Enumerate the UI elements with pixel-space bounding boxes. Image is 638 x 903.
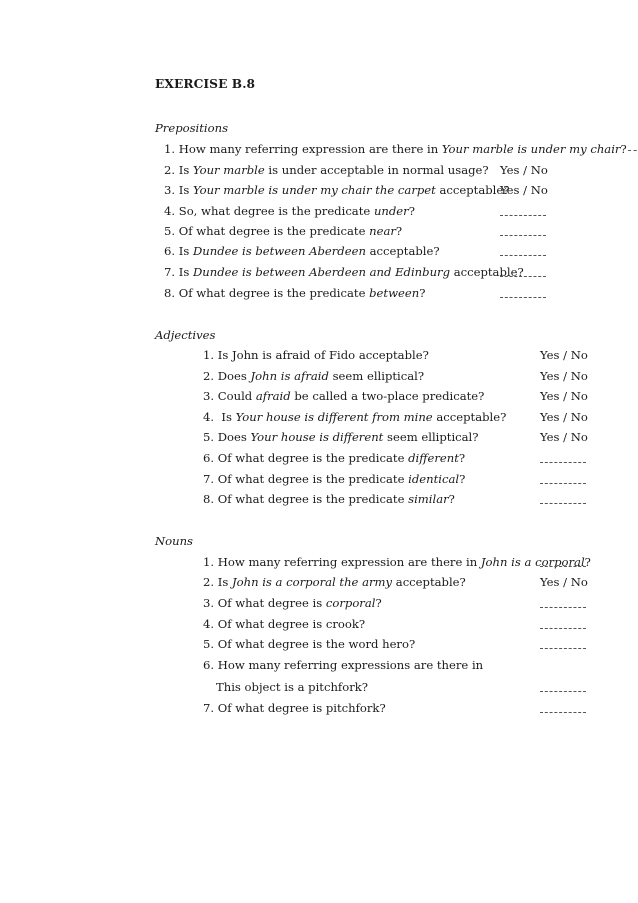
noun-question-6: 6. How many referring expressions are there in (203, 658, 484, 672)
yes-no-option[interactable]: Yes / No (540, 410, 588, 424)
section-heading-prepositions: Prepositions (155, 121, 229, 135)
prep-question-6: 6. Is Dundee is between Aberdeen acceptable? (164, 244, 440, 258)
prep-question-2: 2. Is Your marble is under acceptable in normal usage? (164, 163, 489, 177)
answer-blank[interactable] (540, 712, 586, 713)
yes-no-option[interactable]: Yes / No (540, 575, 588, 589)
noun-question-5: 5. Of what degree is the word hero? (203, 637, 416, 651)
noun-question-2: 2. Is John is a corporal the army acceptable? (203, 575, 466, 589)
adj-question-3: 3. Could afraid be called a two-place predicate? (203, 389, 485, 403)
prep-question-1: 1. How many referring expression are there in Your marble is under my chair? (164, 142, 638, 156)
prep-question-5: 5. Of what degree is the predicate near? (164, 224, 403, 238)
answer-blank[interactable] (540, 503, 586, 504)
answer-blank[interactable] (500, 276, 546, 277)
answer-blank[interactable] (540, 648, 586, 649)
prep-question-7: 7. Is Dundee is between Aberdeen and Edinburg acceptable? (164, 265, 524, 279)
answer-blank[interactable] (540, 483, 586, 484)
noun-question-7: 7. Of what degree is pitchfork? (203, 701, 386, 715)
answer-blank[interactable] (500, 215, 546, 216)
noun-question-3: 3. Of what degree is corporal? (203, 596, 382, 610)
section-heading-nouns: Nouns (155, 534, 194, 548)
adj-question-4: 4. Is Your house is different from mine acceptable? (203, 410, 507, 424)
adj-question-8: 8. Of what degree is the predicate similar? (203, 492, 455, 506)
yes-no-option[interactable]: Yes / No (500, 163, 548, 177)
noun-question-4: 4. Of what degree is crook? (203, 617, 366, 631)
adj-question-1: 1. Is John is afraid of Fido acceptable? (203, 348, 429, 362)
adj-question-5: 5. Does Your house is different seem elliptical? (203, 430, 479, 444)
answer-blank[interactable] (540, 691, 586, 692)
yes-no-option[interactable]: Yes / No (540, 348, 588, 362)
prep-question-4: 4. So, what degree is the predicate under? (164, 204, 415, 218)
answer-blank[interactable] (540, 628, 586, 629)
exercise-title: EXERCISE B.8 (155, 77, 256, 91)
answer-blank[interactable] (500, 297, 546, 298)
section-heading-adjectives: Adjectives (155, 328, 216, 342)
yes-no-option[interactable]: Yes / No (540, 430, 588, 444)
answer-blank[interactable] (500, 255, 546, 256)
noun-question-6-continued: This object is a pitchfork? (216, 680, 368, 694)
adj-question-6: 6. Of what degree is the predicate different? (203, 451, 466, 465)
prep-question-3: 3. Is Your marble is under my chair the carpet acceptable? (164, 183, 510, 197)
adj-question-7: 7. Of what degree is the predicate identical? (203, 472, 466, 486)
yes-no-option[interactable]: Yes / No (540, 369, 588, 383)
answer-blank[interactable] (628, 150, 638, 151)
prep-question-8: 8. Of what degree is the predicate between? (164, 286, 426, 300)
answer-blank[interactable] (540, 566, 586, 567)
answer-blank[interactable] (500, 235, 546, 236)
yes-no-option[interactable]: Yes / No (500, 183, 548, 197)
answer-blank[interactable] (540, 607, 586, 608)
answer-blank[interactable] (540, 462, 586, 463)
yes-no-option[interactable]: Yes / No (540, 389, 588, 403)
adj-question-2: 2. Does John is afraid seem elliptical? (203, 369, 425, 383)
noun-question-1: 1. How many referring expression are there in John is a corporal? (203, 555, 591, 569)
